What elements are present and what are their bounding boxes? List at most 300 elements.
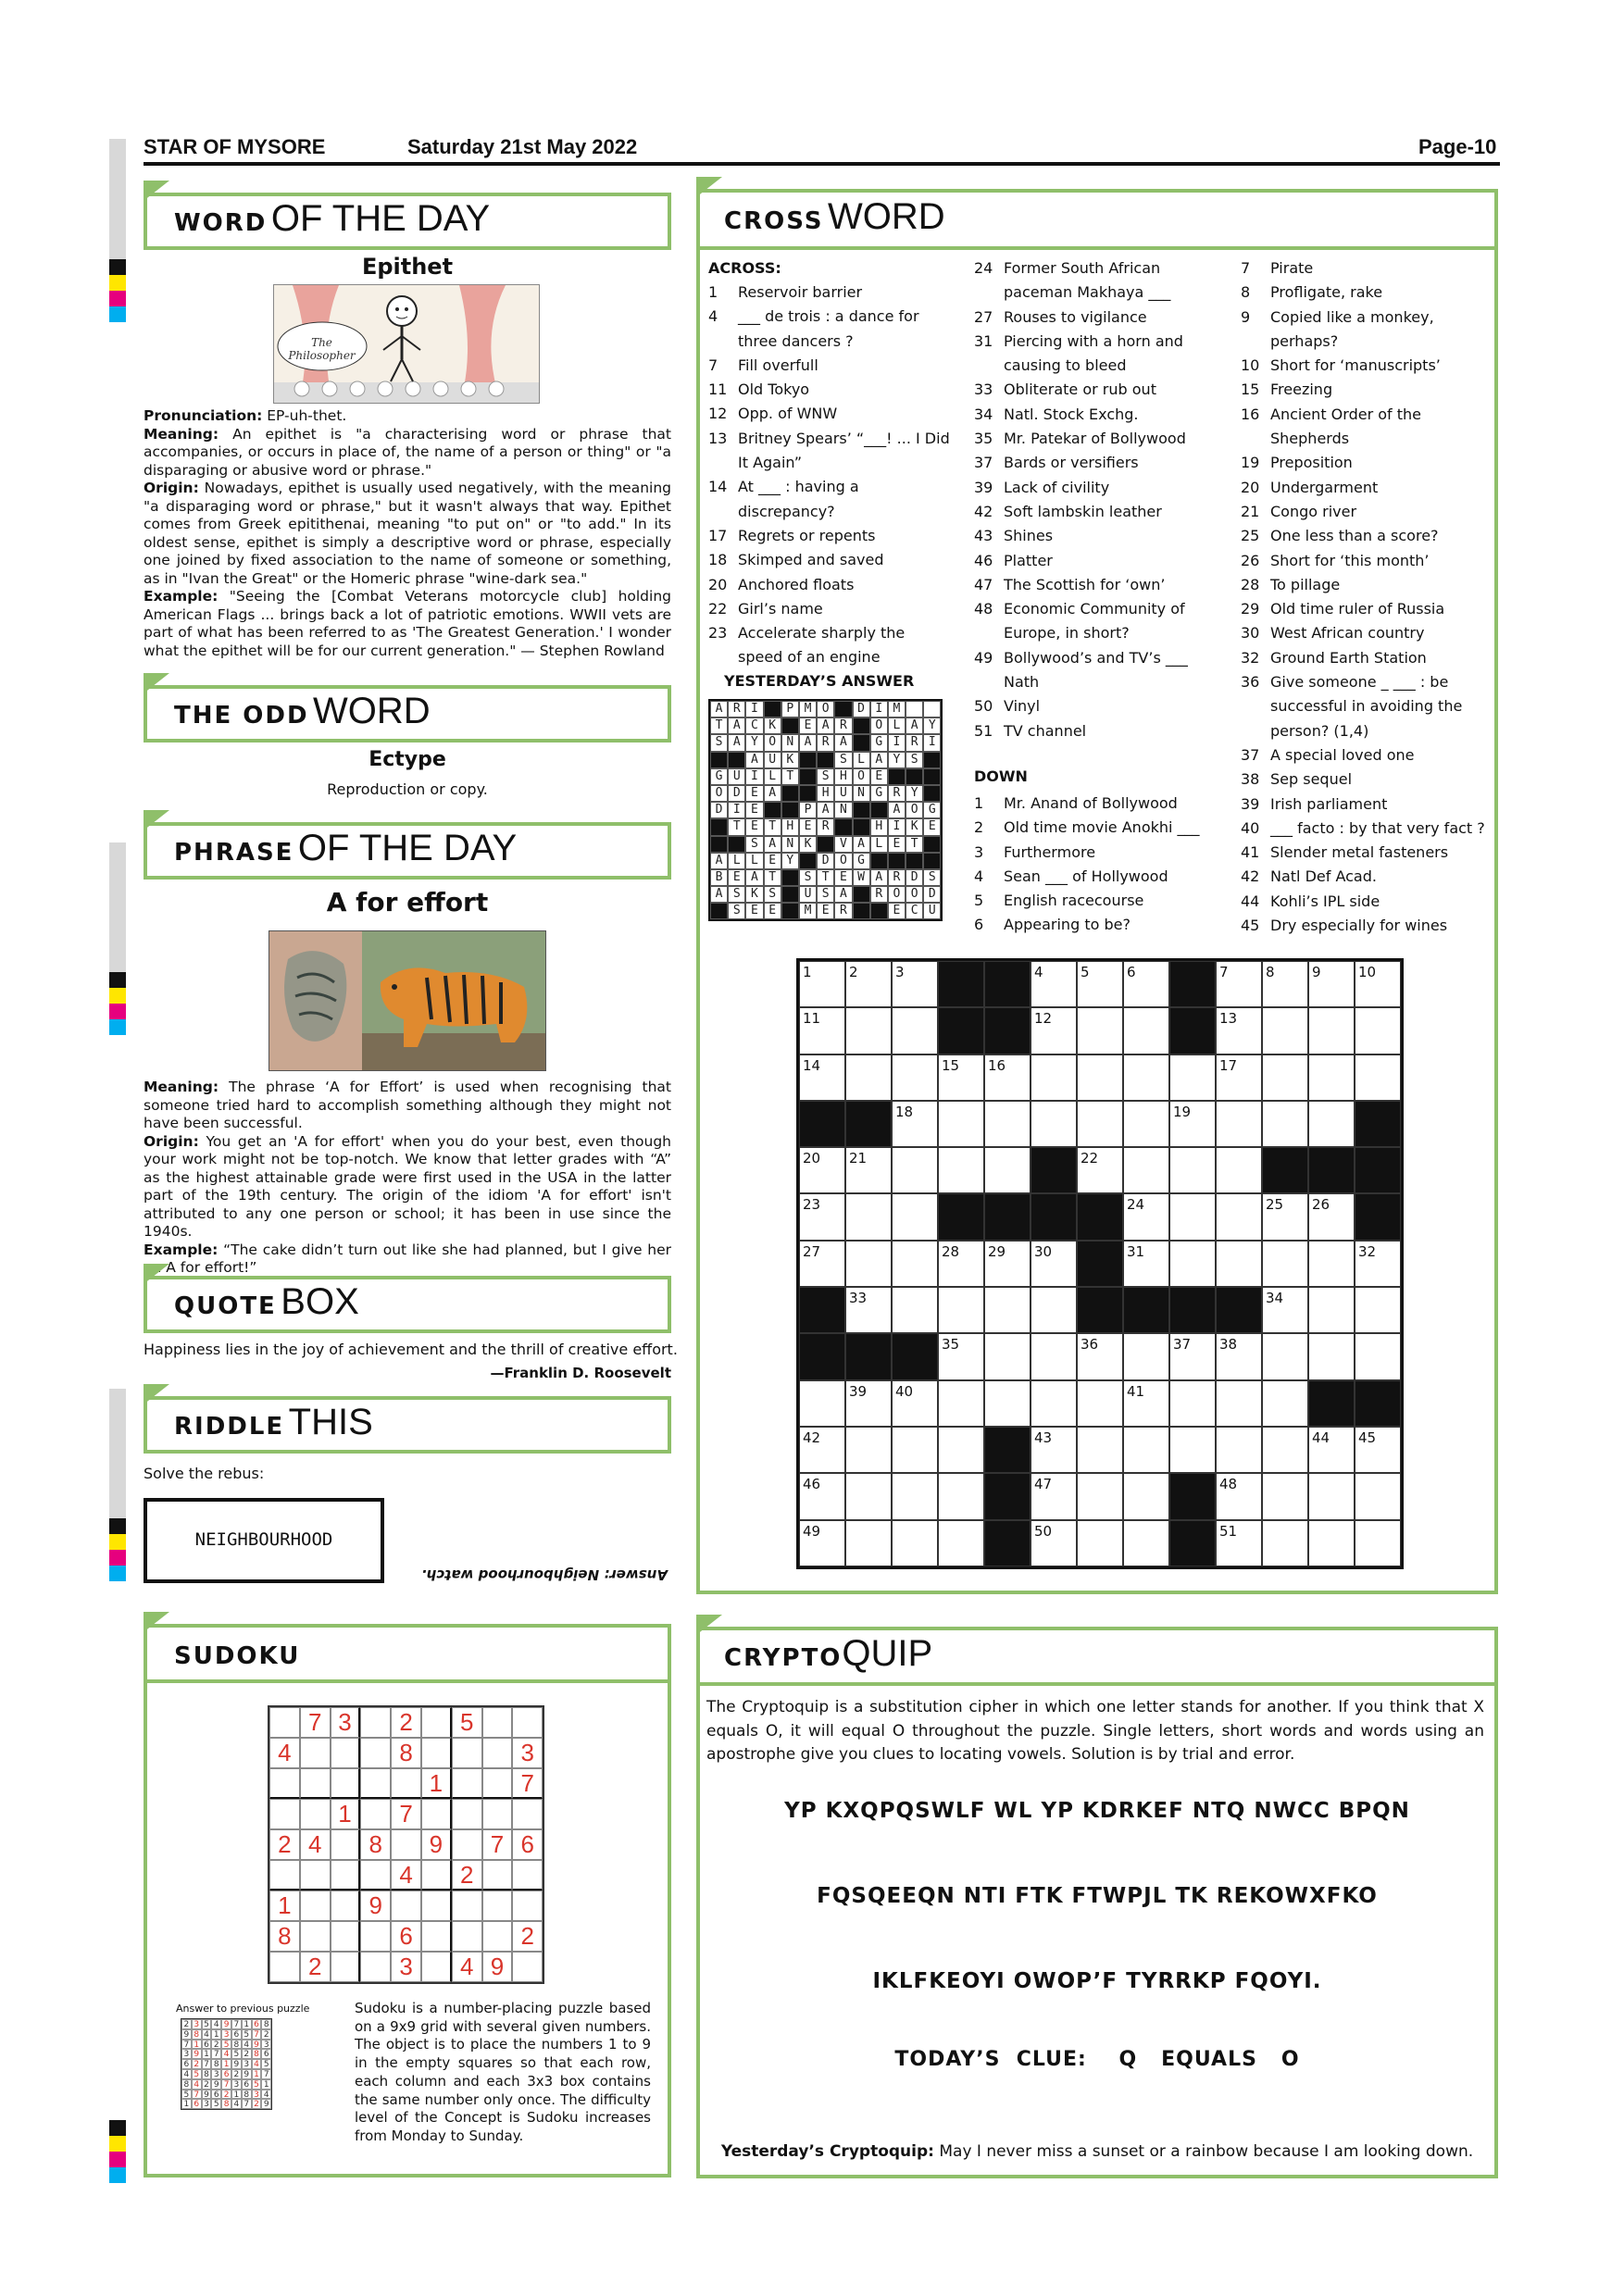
crossword-cell[interactable] (1308, 1101, 1355, 1147)
crossword-cell[interactable] (1031, 1427, 1077, 1473)
crossword-cell[interactable] (1031, 1007, 1077, 1054)
crossword-cell[interactable] (1308, 1473, 1355, 1519)
sudoku-cell[interactable] (391, 1829, 421, 1860)
crossword-cell[interactable] (892, 1241, 938, 1287)
crossword-cell[interactable] (938, 1101, 984, 1147)
crossword-cell[interactable] (1308, 1054, 1355, 1101)
sudoku-cell[interactable] (512, 1890, 543, 1921)
crossword-cell[interactable] (1077, 961, 1123, 1007)
answer-cell: O (870, 718, 888, 734)
sudoku-cell[interactable] (421, 1952, 452, 1982)
sudoku-cell[interactable] (452, 1829, 482, 1860)
crossword-cell[interactable] (1123, 961, 1169, 1007)
sudoku-answer-cell: 5 (202, 2019, 212, 2029)
sudoku-cell[interactable] (269, 1860, 300, 1890)
clue-text: One less than a score? (1270, 527, 1439, 545)
crossword-cell-number: 4 (1034, 964, 1043, 980)
crossword-cell[interactable] (1262, 1241, 1308, 1287)
crossword-black-cell (1031, 1193, 1077, 1240)
registration-yellow (109, 275, 126, 291)
crossword-grid (796, 958, 1404, 1569)
answer-cell: U (728, 768, 745, 785)
clue-number: 38 (1241, 770, 1260, 789)
crossword-cell[interactable] (1355, 1333, 1401, 1379)
crossword-cell[interactable] (938, 1147, 984, 1193)
crossword-cell[interactable] (1262, 1380, 1308, 1427)
answer-cell: D (817, 853, 834, 869)
crossword-black-cell (1077, 1287, 1123, 1333)
crossword-black-cell (1355, 1380, 1401, 1427)
crossword-cell[interactable] (892, 1380, 938, 1427)
crossword-cell[interactable] (938, 1333, 984, 1379)
sudoku-cell[interactable] (360, 1738, 391, 1768)
crossword-cell[interactable] (1216, 1380, 1262, 1427)
crossword-cell[interactable] (1216, 1193, 1262, 1240)
crossword-cell[interactable] (1077, 1380, 1123, 1427)
sudoku-cell[interactable] (300, 1738, 331, 1768)
crossword-cell[interactable] (1262, 1101, 1308, 1147)
sudoku-cell[interactable] (482, 1890, 513, 1921)
crossword-cell[interactable] (1216, 961, 1262, 1007)
answer-cell: S (799, 869, 817, 886)
sudoku-cell[interactable] (300, 1768, 331, 1799)
registration-cyan (109, 306, 126, 322)
clue-item (974, 500, 1217, 524)
clue-number: 24 (974, 259, 993, 277)
sudoku-cell[interactable] (482, 1707, 513, 1738)
sudoku-cell[interactable] (512, 1799, 543, 1829)
crossword-cell-number: 51 (1219, 1522, 1238, 1540)
crossword-cell[interactable] (892, 1427, 938, 1473)
sudoku-cell: 2 (300, 1952, 331, 1982)
sudoku-cell[interactable] (482, 1738, 513, 1768)
crossword-cell[interactable] (1262, 1520, 1308, 1566)
sudoku-cell[interactable] (331, 1829, 361, 1860)
crossword-cell-number: 28 (942, 1242, 960, 1260)
sudoku-cell: 8 (391, 1738, 421, 1768)
crossword-cell[interactable] (1031, 961, 1077, 1007)
sudoku-cell[interactable] (331, 1860, 361, 1890)
answer-black-cell (764, 701, 781, 718)
crossword-cell[interactable] (799, 961, 845, 1007)
crossword-cell[interactable] (1262, 1193, 1308, 1240)
sudoku-cell: 6 (512, 1829, 543, 1860)
crossword-cell[interactable] (1355, 1241, 1401, 1287)
crossword-cell[interactable] (984, 1101, 1031, 1147)
answer-cell: L (764, 768, 781, 785)
crossword-cell[interactable] (1308, 1520, 1355, 1566)
crossword-cell[interactable] (799, 1007, 845, 1054)
crossword-cell[interactable] (1308, 1193, 1355, 1240)
sudoku-cell[interactable] (421, 1738, 452, 1768)
sudoku-description: Sudoku is a number-placing puzzle based on a 9x9 grid with several given numbers. The object is to place the numbers 1 to 9 in the empty squares so that each row, each column and each 3x3 box contains the same number only once. The difficulty level of the Concept is Sudoku increases from Monday to Sunday. (355, 2000, 651, 2144)
crossword-cell[interactable] (1308, 961, 1355, 1007)
crossword-cell[interactable] (1169, 1101, 1216, 1147)
crossword-cell[interactable] (1123, 1007, 1169, 1054)
crossword-cell[interactable] (1216, 1101, 1262, 1147)
sudoku-cell[interactable] (482, 1799, 513, 1829)
crossword-cell[interactable] (984, 1380, 1031, 1427)
crossword-cell[interactable] (1123, 1193, 1169, 1240)
crossword-cell[interactable] (1123, 1054, 1169, 1101)
crossword-black-cell (1308, 1147, 1355, 1193)
crossword-black-cell (984, 961, 1031, 1007)
answer-cell: S (745, 836, 763, 853)
crossword-cell[interactable] (799, 1380, 845, 1427)
sudoku-cell[interactable] (300, 1921, 331, 1952)
crossword-cell[interactable] (1262, 1054, 1308, 1101)
crossword-cell[interactable] (1216, 1520, 1262, 1566)
crossword-cell[interactable] (938, 1427, 984, 1473)
crossword-cell[interactable] (892, 1287, 938, 1333)
clue-number: 31 (974, 331, 993, 350)
crossword-cell[interactable] (1077, 1054, 1123, 1101)
crossword-cell[interactable] (1123, 1380, 1169, 1427)
sudoku-cell[interactable] (360, 1768, 391, 1799)
sudoku-cell[interactable] (331, 1952, 361, 1982)
answer-black-cell (799, 785, 817, 802)
crossword-cell[interactable] (1355, 1473, 1401, 1519)
crossword-cell-number: 38 (1219, 1336, 1238, 1354)
quote-author: —Franklin D. Roosevelt (490, 1365, 671, 1381)
clue-text: Undergarment (1270, 478, 1379, 496)
registration-magenta (109, 291, 126, 306)
answer-black-cell (853, 718, 870, 734)
crossword-cell[interactable] (1216, 1333, 1262, 1379)
sudoku-answer-cell: 1 (261, 2079, 271, 2090)
answer-cell: A (710, 701, 728, 718)
answer-cell: A (817, 802, 834, 818)
cryptoquip-line-2: FQSQEEQN NTI FTK FTWPJL TK REKOWXFKO (817, 1884, 1378, 1908)
sudoku-cell[interactable] (360, 1799, 391, 1829)
sudoku-cell[interactable] (482, 1768, 513, 1799)
crossword-cell[interactable] (845, 1054, 892, 1101)
crossword-cell[interactable] (1308, 1241, 1355, 1287)
crossword-cell[interactable] (984, 1333, 1031, 1379)
clue-text: Platter (1004, 551, 1053, 569)
clue-number: 26 (1241, 551, 1260, 569)
sudoku-cell[interactable] (269, 1952, 300, 1982)
registration-cyan (109, 2167, 126, 2183)
crossword-cell[interactable] (845, 1007, 892, 1054)
crossword-cell[interactable] (984, 1147, 1031, 1193)
odd-word: Ectype (369, 748, 446, 771)
crossword-cell[interactable] (1031, 1241, 1077, 1287)
answer-cell: E (745, 785, 763, 802)
crossword-cell[interactable] (1031, 1054, 1077, 1101)
sudoku-cell[interactable] (452, 1799, 482, 1829)
sudoku-cell[interactable] (421, 1707, 452, 1738)
clue-number: 11 (708, 381, 728, 399)
crossword-cell[interactable] (1077, 1007, 1123, 1054)
crossword-cell[interactable] (1308, 1333, 1355, 1379)
crossword-cell[interactable] (938, 1054, 984, 1101)
clue-item (1241, 865, 1489, 889)
crossword-cell-number: 16 (988, 1056, 1006, 1074)
clue-item (974, 719, 1217, 743)
sudoku-cell[interactable] (421, 1921, 452, 1952)
crossword-cell[interactable] (1169, 1333, 1216, 1379)
crossword-cell[interactable] (799, 1427, 845, 1473)
crossword-cell[interactable] (799, 1147, 845, 1193)
sudoku-cell[interactable] (421, 1799, 452, 1829)
crossword-cell[interactable] (1308, 1007, 1355, 1054)
crossword-cell[interactable] (892, 1054, 938, 1101)
sudoku-cell[interactable] (269, 1768, 300, 1799)
crossword-cell[interactable] (845, 1287, 892, 1333)
crossword-cell-number: 41 (1127, 1382, 1145, 1400)
clue-number: 37 (1241, 745, 1260, 764)
crossword-cell[interactable] (1169, 1241, 1216, 1287)
crossword-cell[interactable] (1355, 1054, 1401, 1101)
crossword-cell[interactable] (1169, 1054, 1216, 1101)
answer-black-cell (728, 752, 745, 768)
sudoku-cell[interactable] (512, 1860, 543, 1890)
crossword-cell[interactable] (1031, 1473, 1077, 1519)
crossword-cell[interactable] (1077, 1473, 1123, 1519)
sudoku-cell: 4 (269, 1738, 300, 1768)
crossword-cell[interactable] (845, 1473, 892, 1519)
crossword-cell[interactable] (1262, 1473, 1308, 1519)
answer-cell: R (870, 886, 888, 903)
crossword-cell-number: 42 (803, 1429, 821, 1446)
sudoku-cell[interactable] (360, 1921, 391, 1952)
crossword-cell[interactable] (799, 1241, 845, 1287)
sudoku-answer-cell: 5 (242, 2029, 252, 2040)
crossword-cell[interactable] (1031, 1380, 1077, 1427)
across-heading: ACROSS: (708, 259, 781, 277)
crossword-cell[interactable] (1308, 1427, 1355, 1473)
answer-cell: N (834, 802, 852, 818)
crossword-cell[interactable] (1262, 1333, 1308, 1379)
cryptoquip-clue: TODAY’S CLUE: Q EQUALS O (894, 2048, 1300, 2071)
crossword-cell[interactable] (799, 1193, 845, 1240)
clue-text: Pirate (1270, 259, 1314, 277)
clue-number: 47 (974, 575, 993, 593)
crossword-cell[interactable] (1262, 1427, 1308, 1473)
clue-number: 41 (1241, 843, 1260, 862)
sudoku-cell[interactable] (391, 1890, 421, 1921)
answer-cell: R (817, 818, 834, 835)
clue-text: Short for ‘manuscripts’ (1270, 356, 1441, 375)
clue-item (708, 427, 951, 476)
crossword-cell[interactable] (892, 1520, 938, 1566)
answer-cell: B (710, 869, 728, 886)
clue-number: 43 (974, 527, 993, 545)
answer-cell: U (799, 886, 817, 903)
crossword-cell[interactable] (938, 1473, 984, 1519)
crossword-black-cell (1169, 961, 1216, 1007)
answer-cell: E (745, 818, 763, 835)
crossword-cell[interactable] (1077, 1520, 1123, 1566)
crossword-cell[interactable] (938, 1520, 984, 1566)
registration-yellow (109, 988, 126, 1004)
clue-number: 29 (1241, 600, 1260, 618)
crossword-cell[interactable] (892, 961, 938, 1007)
sudoku-cell[interactable] (421, 1890, 452, 1921)
clue-text: To pillage (1270, 575, 1341, 593)
sudoku-cell[interactable] (482, 1921, 513, 1952)
sudoku-cell[interactable] (331, 1921, 361, 1952)
sudoku-cell[interactable] (269, 1707, 300, 1738)
sudoku-answer-cell: 6 (192, 2099, 202, 2109)
sudoku-cell[interactable] (300, 1799, 331, 1829)
crossword-cell[interactable] (1077, 1147, 1123, 1193)
crossword-cell[interactable] (1123, 1333, 1169, 1379)
sudoku-cell[interactable] (360, 1952, 391, 1982)
sudoku-cell: 1 (421, 1768, 452, 1799)
clue-number: 46 (974, 551, 993, 569)
answer-black-cell (853, 886, 870, 903)
crossword-cell[interactable] (1169, 1427, 1216, 1473)
crossword-cell[interactable] (892, 1193, 938, 1240)
crossword-cell[interactable] (1355, 961, 1401, 1007)
sudoku-cell[interactable] (452, 1921, 482, 1952)
clue-item (1241, 890, 1489, 914)
crossword-cell[interactable] (1216, 1473, 1262, 1519)
sudoku-cell[interactable] (300, 1890, 331, 1921)
sudoku-cell[interactable] (452, 1890, 482, 1921)
sudoku-cell[interactable] (331, 1738, 361, 1768)
crossword-cell[interactable] (1216, 1241, 1262, 1287)
crossword-cell[interactable] (1262, 961, 1308, 1007)
clue-item (974, 451, 1217, 475)
crossword-cell[interactable] (1216, 1427, 1262, 1473)
crossword-cell[interactable] (1077, 1101, 1123, 1147)
clue-item (708, 548, 951, 572)
answer-cell: A (799, 734, 817, 751)
crossword-cell[interactable] (892, 1007, 938, 1054)
crossword-cell[interactable] (845, 1520, 892, 1566)
answer-cell: N (853, 785, 870, 802)
answer-cell: I (923, 734, 941, 751)
sudoku-cell[interactable] (391, 1768, 421, 1799)
crossword-cell[interactable] (799, 1054, 845, 1101)
crossword-cell[interactable] (1031, 1333, 1077, 1379)
crossword-cell[interactable] (892, 1473, 938, 1519)
crossword-cell[interactable] (1123, 1241, 1169, 1287)
sudoku-cell[interactable] (300, 1860, 331, 1890)
crossword-cell[interactable] (938, 1241, 984, 1287)
crossword-cell[interactable] (1308, 1287, 1355, 1333)
crossword-cell[interactable] (1355, 1287, 1401, 1333)
crossword-cell[interactable] (1216, 1054, 1262, 1101)
sudoku-cell[interactable] (421, 1860, 452, 1890)
crossword-cell-number: 15 (942, 1056, 960, 1074)
crossword-cell[interactable] (1123, 1520, 1169, 1566)
sudoku-cell[interactable] (360, 1860, 391, 1890)
crossword-cell[interactable] (1355, 1520, 1401, 1566)
answer-cell: H (817, 785, 834, 802)
answer-cell: R (834, 903, 852, 919)
crossword-cell[interactable] (1169, 1380, 1216, 1427)
crossword-cell[interactable] (845, 1193, 892, 1240)
crossword-cell[interactable] (1077, 1333, 1123, 1379)
crossword-cell[interactable] (1031, 1520, 1077, 1566)
crossword-cell[interactable] (799, 1473, 845, 1519)
crossword-cell[interactable] (845, 1380, 892, 1427)
registration-black (109, 1518, 126, 1534)
crossword-black-cell (799, 1333, 845, 1379)
sudoku-cell[interactable] (452, 1738, 482, 1768)
crossword-cell[interactable] (1123, 1147, 1169, 1193)
crossword-cell[interactable] (1077, 1427, 1123, 1473)
answer-cell: S (764, 886, 781, 903)
sudoku-answer-cell: 7 (261, 2069, 271, 2079)
sudoku-cell[interactable] (512, 1707, 543, 1738)
clue-number: 39 (974, 478, 993, 496)
crossword-cell[interactable] (845, 1427, 892, 1473)
sudoku-cell[interactable] (269, 1799, 300, 1829)
crossword-cell[interactable] (892, 1101, 938, 1147)
sudoku-cell[interactable] (360, 1707, 391, 1738)
crossword-cell[interactable] (1123, 1473, 1169, 1519)
sudoku-answer-cell: 5 (181, 2090, 192, 2100)
crossword-cell[interactable] (1123, 1427, 1169, 1473)
sudoku-answer-cell: 7 (242, 2099, 252, 2109)
answer-cell: E (870, 768, 888, 785)
clue-number: 49 (974, 648, 993, 667)
sudoku-cell[interactable] (452, 1768, 482, 1799)
crossword-cell[interactable] (938, 1287, 984, 1333)
crossword-cell[interactable] (1169, 1147, 1216, 1193)
answer-black-cell (834, 701, 852, 718)
crossword-cell[interactable] (938, 1380, 984, 1427)
clue-text: Congo river (1270, 502, 1357, 520)
crossword-cell[interactable] (892, 1147, 938, 1193)
crossword-cell[interactable] (1216, 1147, 1262, 1193)
crossword-cell[interactable] (845, 961, 892, 1007)
answer-cell: O (817, 701, 834, 718)
answer-cell: G (710, 768, 728, 785)
crossword-cell[interactable] (1355, 1007, 1401, 1054)
clue-item (1241, 476, 1489, 500)
sudoku-cell[interactable] (482, 1860, 513, 1890)
crossword-cell[interactable] (1031, 1287, 1077, 1333)
crossword-cell[interactable] (1216, 1007, 1262, 1054)
crossword-cell[interactable] (1169, 1193, 1216, 1240)
crossword-cell[interactable] (1031, 1101, 1077, 1147)
crossword-cell[interactable] (1355, 1427, 1401, 1473)
clue-item (708, 524, 951, 548)
crossword-cell[interactable] (845, 1147, 892, 1193)
clue-number: 13 (708, 429, 728, 447)
crossword-cell[interactable] (799, 1520, 845, 1566)
crossword-cell[interactable] (984, 1241, 1031, 1287)
crossword-cell[interactable] (984, 1054, 1031, 1101)
registration-magenta (109, 1004, 126, 1019)
clue-number: 28 (1241, 575, 1260, 593)
clue-item (708, 621, 951, 670)
crossword-cell[interactable] (1262, 1287, 1308, 1333)
sudoku-cell[interactable] (331, 1768, 361, 1799)
crossword-cell[interactable] (1123, 1101, 1169, 1147)
crossword-cell-number: 22 (1081, 1150, 1099, 1167)
answer-cell: N (781, 734, 799, 751)
crossword-cell[interactable] (984, 1287, 1031, 1333)
sudoku-cell[interactable] (512, 1952, 543, 1982)
clue-number: 3 (974, 842, 984, 861)
sudoku-cell[interactable] (331, 1890, 361, 1921)
yesterday-cryptoquip: Yesterday’s Cryptoquip: May I never miss a sunset or a rainbow because I am looking down. (720, 2142, 1474, 2161)
answer-cell: I (870, 701, 888, 718)
answer-cell: A (906, 718, 923, 734)
answer-cell: R (728, 701, 745, 718)
crossword-cell[interactable] (1262, 1007, 1308, 1054)
word-of-day-title: WORD OF THE DAY (174, 198, 491, 239)
crossword-cell[interactable] (845, 1241, 892, 1287)
sudoku-answer-cell: 4 (181, 2069, 192, 2079)
